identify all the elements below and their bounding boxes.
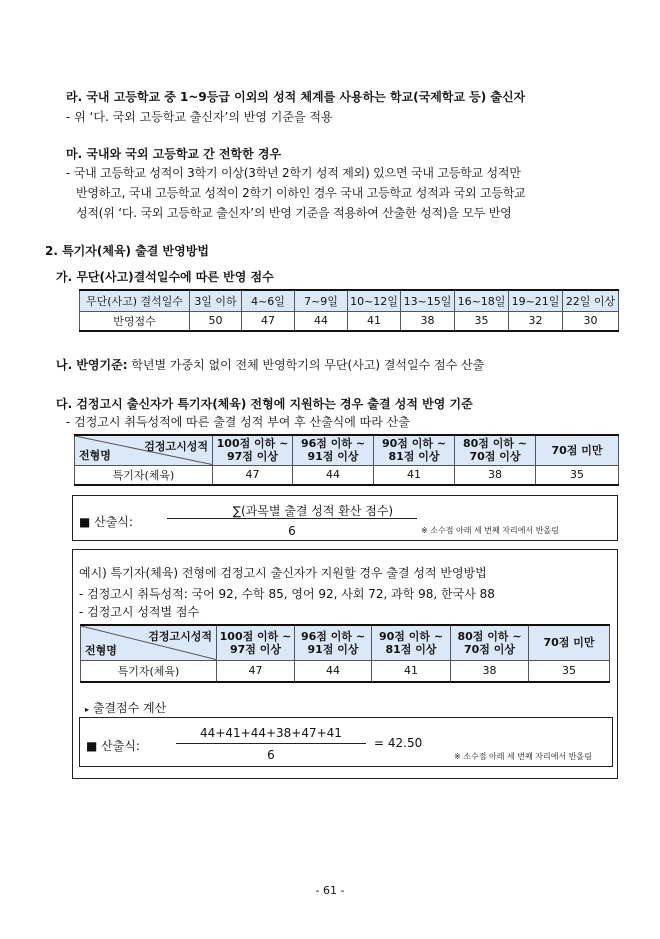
absence-table-score-row xyxy=(80,311,619,331)
absence-header-cell: 13~15일 xyxy=(401,290,455,311)
absence-score-cell: 44 xyxy=(295,311,348,331)
example-header-cell: 100점 이하 ~ 97점 이상 xyxy=(217,625,295,660)
absence-header-cell: 16~18일 xyxy=(455,290,509,311)
example-score-cell: 35 xyxy=(529,660,610,682)
example-table-header-row xyxy=(81,625,610,660)
absence-score-table xyxy=(79,289,619,332)
section-ma-line-3: 성적(위 ‘다. 국외 고등학교 출신자’의 반영 기준을 적용하여 산출한 성적)을 모두 반영 xyxy=(76,206,512,220)
calc-heading: 출결점수 계산 xyxy=(92,701,167,715)
section-ma-line-1: - 국내 고등학교 성적이 3학기 이상(3학년 2학기 성적 제외) 있으면 국내 고등학교 성적만 xyxy=(66,166,521,180)
example-formula-result: = 42.50 xyxy=(374,736,423,750)
example-score-cell: 특기자(체육) xyxy=(81,660,217,682)
absence-header-cell: 10~12일 xyxy=(348,290,401,311)
section-na xyxy=(56,356,484,373)
ged-score-cell: 41 xyxy=(374,465,455,485)
ged-score-cell: 특기자(체육) xyxy=(75,465,213,485)
section-na-text: 학년별 가중치 없이 전체 반영학기의 무단(사고) 결석일수 점수 산출 xyxy=(127,358,485,372)
corner-top-label: 검정고시성적 xyxy=(144,440,208,453)
example-formula-box xyxy=(79,717,613,767)
example-line-1: - 검정고시 취득성적: 국어 92, 수학 85, 영어 92, 사회 72, 과학 98, 한국사 88 xyxy=(79,587,495,601)
example-box xyxy=(72,549,618,779)
calc-heading-row xyxy=(85,699,166,716)
absence-score-cell: 32 xyxy=(509,311,563,331)
absence-header-cell: 4~6일 xyxy=(242,290,295,311)
example-score-cell: 47 xyxy=(217,660,295,682)
absence-score-cell: 41 xyxy=(348,311,401,331)
absence-header-cell: 무단(사고) 결석일수 xyxy=(80,290,190,311)
absence-score-cell: 35 xyxy=(455,311,509,331)
example-formula-numerator: 44+41+44+38+47+41 xyxy=(200,726,342,740)
triangle-bullet-icon: ▸ xyxy=(85,705,90,714)
ged-score-cell: 47 xyxy=(213,465,293,485)
section-na-label: 나. 반영기준: xyxy=(56,358,128,372)
example-score-cell: 41 xyxy=(372,660,451,682)
example-line-2: - 검정고시 성적별 점수 xyxy=(79,605,200,619)
corner-bottom-label: 전형명 xyxy=(85,643,117,657)
ged-table-corner-cell xyxy=(75,435,213,465)
example-table-score-row xyxy=(81,660,610,682)
absence-score-cell: 38 xyxy=(401,311,455,331)
formula-note: ※ 소수점 아래 세 번째 자리에서 반올림 xyxy=(421,526,559,535)
fraction-bar xyxy=(167,518,417,519)
ged-table-score-row xyxy=(75,465,619,485)
example-score-cell: 44 xyxy=(295,660,372,682)
example-formula-denominator: 6 xyxy=(267,748,275,762)
example-header-cell: 70점 미만 xyxy=(529,625,610,660)
section-da-heading: 다. 검정고시 출신자가 특기자(체육) 전형에 지원하는 경우 출결 성적 반영 기준 xyxy=(56,397,473,411)
absence-score-cell: 47 xyxy=(242,311,295,331)
section-da-bullet: - 검정고시 취득성적에 따른 출결 성적 부여 후 산출식에 따라 산출 xyxy=(66,415,410,429)
absence-header-cell: 22일 이상 xyxy=(563,290,619,311)
example-score-cell: 38 xyxy=(451,660,529,682)
section-ra-bullet: - 위 ‘다. 국외 고등학교 출신자’의 반영 기준을 적용 xyxy=(66,110,333,124)
corner-bottom-label: 전형명 xyxy=(79,448,111,462)
section-ma-heading: 마. 국내와 국외 고등학교 간 전학한 경우 xyxy=(66,147,282,161)
absence-score-cell: 50 xyxy=(190,311,242,331)
ged-score-cell: 38 xyxy=(455,465,536,485)
absence-score-cell: 반영점수 xyxy=(80,311,190,331)
absence-header-cell: 19~21일 xyxy=(509,290,563,311)
page-number: - 61 - xyxy=(315,884,345,897)
ged-score-cell: 35 xyxy=(536,465,619,485)
ged-table-header-row xyxy=(75,435,619,465)
absence-table-header-row xyxy=(80,290,619,311)
ged-header-cell: 80점 이하 ~ 70점 이상 xyxy=(455,435,536,465)
ged-header-cell: 90점 이하 ~ 81점 이상 xyxy=(374,435,455,465)
section-ma-line-2: 반영하고, 국내 고등학교 성적이 2학기 이하인 경우 국내 고등학교 성적과 국외 고등학교 xyxy=(76,186,526,200)
example-title: 예시) 특기자(체육) 전형에 검정고시 출신자가 지원할 경우 출결 성적 반영방법 xyxy=(79,566,487,580)
example-score-table xyxy=(80,624,610,683)
example-table-corner-cell xyxy=(81,625,217,660)
formula-box xyxy=(72,495,618,541)
absence-score-cell: 30 xyxy=(563,311,619,331)
formula-label: ■ 산출식: xyxy=(79,515,133,529)
example-header-cell: 80점 이하 ~ 70점 이상 xyxy=(451,625,529,660)
section-ra-heading: 라. 국내 고등학교 중 1~9등급 이외의 성적 체계를 사용하는 학교(국제학교 등) 출신자 xyxy=(66,90,526,104)
example-header-cell: 96점 이하 ~ 91점 이상 xyxy=(295,625,372,660)
fraction-bar xyxy=(176,743,366,744)
example-formula-note: ※ 소수점 아래 세 번째 자리에서 반올림 xyxy=(454,752,592,761)
absence-header-cell: 7~9일 xyxy=(295,290,348,311)
example-formula-label: ■ 산출식: xyxy=(86,739,140,753)
corner-top-label: 검정고시성적 xyxy=(148,630,212,643)
example-header-cell: 90점 이하 ~ 81점 이상 xyxy=(372,625,451,660)
ged-header-cell: 96점 이하 ~ 91점 이상 xyxy=(293,435,374,465)
absence-header-cell: 3일 이하 xyxy=(190,290,242,311)
section-2-heading: 2. 특기자(체육) 출결 반영방법 xyxy=(45,244,209,258)
ged-score-table xyxy=(74,434,619,486)
ged-header-cell: 100점 이하 ~ 97점 이상 xyxy=(213,435,293,465)
ged-header-cell: 70점 미만 xyxy=(536,435,619,465)
formula-numerator: ∑(과목별 출결 성적 환산 점수) xyxy=(232,504,394,518)
ged-score-cell: 44 xyxy=(293,465,374,485)
section-ga-heading: 가. 무단(사고)결석일수에 따른 반영 점수 xyxy=(56,270,274,284)
formula-denominator: 6 xyxy=(288,524,296,538)
